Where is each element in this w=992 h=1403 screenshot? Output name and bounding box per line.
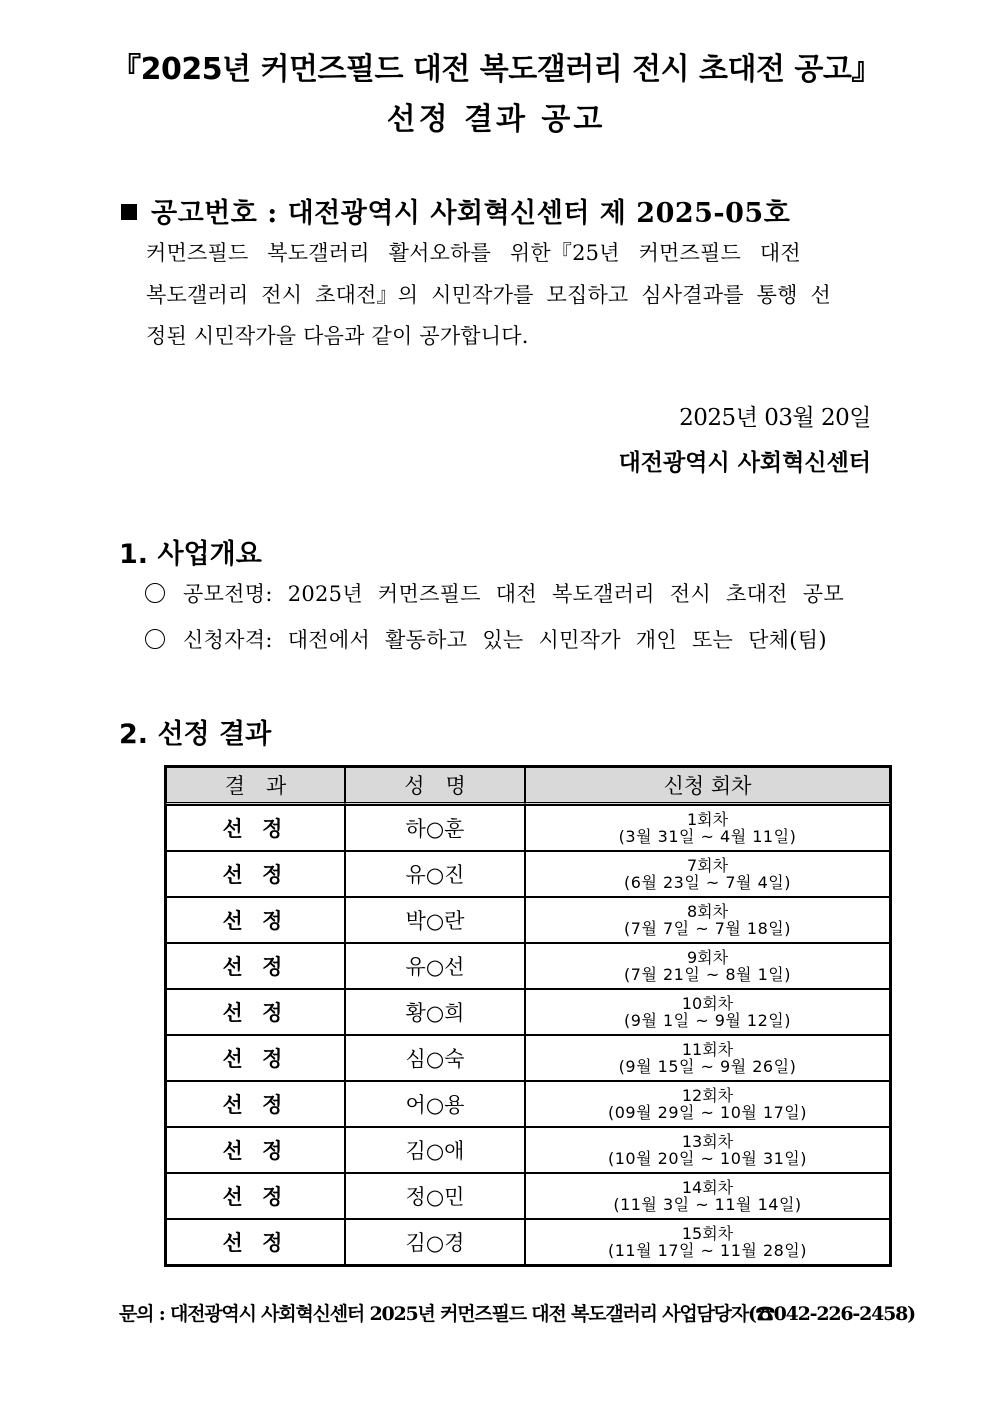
round-period: (6월 23일 ~ 7월 4일) xyxy=(624,873,791,892)
result-cell: 선 정 xyxy=(166,989,345,1035)
round-label: 8회차 xyxy=(686,902,729,921)
overview-item-eligibility xyxy=(145,624,827,654)
contact-footer: 문의 : 대전광역시 사회혁신센터 2025년 커먼즈필드 대전 복도갤러리 사업담당자(☎042-226-2458) xyxy=(119,1303,915,1325)
document-title: 『2025년 커먼즈필드 대전 복도갤러리 전시 초대전 공고』 xyxy=(111,52,881,87)
table-row xyxy=(166,1127,890,1173)
overview-item-text: 신청자격: 대전에서 활동하고 있는 시민작가 개인 또는 단체(팀) xyxy=(183,628,827,652)
table-row xyxy=(166,1219,890,1265)
overview-item-text: 공모전명: 2025년 커먼즈필드 대전 복도갤러리 전시 초대전 공모 xyxy=(183,582,844,606)
round-cell xyxy=(525,1173,890,1219)
round-period: (9월 1일 ~ 9월 12일) xyxy=(624,1011,791,1030)
round-period: (7월 21일 ~ 8월 1일) xyxy=(624,965,791,984)
column-header-round: 신청 회차 xyxy=(525,767,890,805)
name-cell: 심○숙 xyxy=(345,1035,525,1081)
result-cell: 선 정 xyxy=(166,897,345,943)
round-label: 7회차 xyxy=(686,856,729,875)
name-cell: 어○용 xyxy=(345,1081,525,1127)
result-cell: 선 정 xyxy=(166,1173,345,1219)
round-period: (09월 29일 ~ 10월 17일) xyxy=(608,1103,807,1122)
table-row xyxy=(166,1035,890,1081)
table-row xyxy=(166,989,890,1035)
section-overview-heading: 1. 사업개요 xyxy=(119,539,262,570)
round-cell xyxy=(525,1081,890,1127)
name-cell: 유○선 xyxy=(345,943,525,989)
result-cell: 선 정 xyxy=(166,1035,345,1081)
round-cell xyxy=(525,989,890,1035)
result-cell: 선 정 xyxy=(166,851,345,897)
round-period: (10월 20일 ~ 10월 31일) xyxy=(608,1149,807,1168)
result-cell: 선 정 xyxy=(166,805,345,851)
round-period: (3월 31일 ~ 4월 11일) xyxy=(618,827,797,846)
name-cell: 김○애 xyxy=(345,1127,525,1173)
circle-bullet-icon xyxy=(145,629,165,649)
round-cell xyxy=(525,1127,890,1173)
notice-body-line-1: 커먼즈필드 복도갤러리 활서오하를 위한『25년 커먼즈필드 대전 xyxy=(146,241,801,265)
notice-number-text: 공고번호 : 대전광역시 사회혁신센터 제 2025-05호 xyxy=(151,198,791,229)
round-cell xyxy=(525,1219,890,1265)
column-header-result: 결 과 xyxy=(166,767,345,805)
name-cell: 정○민 xyxy=(345,1173,525,1219)
section-results-heading: 2. 선정 결과 xyxy=(119,719,272,750)
table-row xyxy=(166,943,890,989)
column-header-name: 성 명 xyxy=(345,767,525,805)
round-cell xyxy=(525,897,890,943)
table-row xyxy=(166,805,890,851)
round-period: (11월 17일 ~ 11월 28일) xyxy=(608,1241,807,1260)
round-label: 9회차 xyxy=(686,948,729,967)
square-bullet-icon xyxy=(121,204,137,220)
table-row xyxy=(166,851,890,897)
notice-date: 2025년 03월 20일 xyxy=(679,405,871,431)
notice-number xyxy=(121,191,790,230)
document-subtitle: 선정 결과 공고 xyxy=(386,102,606,137)
round-cell xyxy=(525,805,890,851)
notice-organization: 대전광역시 사회혁신센터 xyxy=(618,449,871,476)
results-table xyxy=(164,765,892,1267)
round-cell xyxy=(525,943,890,989)
name-cell: 유○진 xyxy=(345,851,525,897)
circle-bullet-icon xyxy=(145,583,165,603)
round-period: (7월 7일 ~ 7월 18일) xyxy=(624,919,791,938)
name-cell: 황○희 xyxy=(345,989,525,1035)
table-row xyxy=(166,897,890,943)
result-cell: 선 정 xyxy=(166,1219,345,1265)
table-header-row xyxy=(166,767,890,805)
round-period: (9월 15일 ~ 9월 26일) xyxy=(618,1057,797,1076)
name-cell: 박○란 xyxy=(345,897,525,943)
round-label: 13회차 xyxy=(681,1132,734,1151)
result-cell: 선 정 xyxy=(166,943,345,989)
name-cell: 김○경 xyxy=(345,1219,525,1265)
table-row xyxy=(166,1173,890,1219)
round-label: 15회차 xyxy=(681,1224,734,1243)
round-label: 10회차 xyxy=(681,994,734,1013)
round-label: 12회차 xyxy=(681,1086,734,1105)
round-cell xyxy=(525,851,890,897)
result-cell: 선 정 xyxy=(166,1127,345,1173)
round-label: 1회차 xyxy=(686,810,729,829)
overview-item-contest-name xyxy=(145,578,844,608)
round-label: 11회차 xyxy=(681,1040,734,1059)
round-cell xyxy=(525,1035,890,1081)
round-label: 14회차 xyxy=(681,1178,734,1197)
notice-body-line-2: 복도갤러리 전시 초대전』의 시민작가를 모집하고 심사결과를 통행 선 xyxy=(146,283,831,307)
name-cell: 하○훈 xyxy=(345,805,525,851)
result-cell: 선 정 xyxy=(166,1081,345,1127)
round-period: (11월 3일 ~ 11월 14일) xyxy=(613,1195,802,1214)
table-row xyxy=(166,1081,890,1127)
notice-body-line-3: 정된 시민작가을 다음과 같이 공가합니다. xyxy=(146,324,529,348)
